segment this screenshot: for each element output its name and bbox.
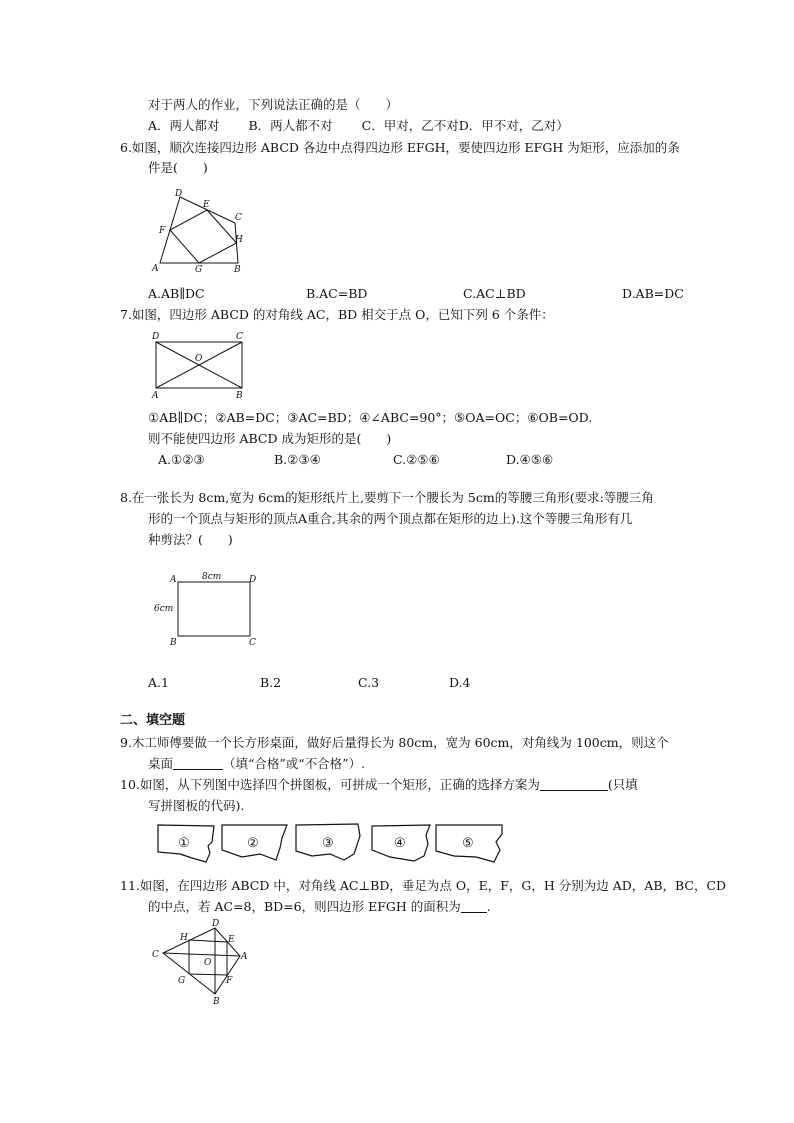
q9-answer-blank[interactable] bbox=[173, 757, 223, 770]
puzzle-piece-3 bbox=[296, 824, 360, 860]
label-b: B bbox=[213, 997, 220, 1007]
label-a: A bbox=[152, 264, 159, 274]
q8-option-d: D.4 bbox=[449, 675, 471, 690]
q8-question-line3: 种剪法？( ) bbox=[148, 532, 233, 547]
q7-option-a: A.①②③ bbox=[158, 452, 205, 467]
q11-text-after-blank: . bbox=[486, 899, 491, 914]
label-d: D bbox=[152, 332, 160, 342]
q7-option-c: C.②⑤⑥ bbox=[393, 452, 440, 467]
svg-text:⑤: ⑤ bbox=[462, 836, 474, 851]
q6-option-b: B.AC=BD bbox=[306, 286, 368, 301]
label-f: F bbox=[159, 226, 166, 236]
label-a: A bbox=[152, 391, 159, 401]
label-a: A bbox=[170, 575, 177, 585]
label-f: F bbox=[226, 976, 233, 986]
svg-text:①: ① bbox=[178, 836, 190, 851]
label-d: D bbox=[175, 189, 183, 199]
label-e: E bbox=[228, 935, 235, 945]
rect-paper bbox=[178, 582, 250, 636]
q5-options: A．两人都对 B．两人都不对 C．甲对，乙不对D．甲不对，乙对） bbox=[148, 118, 569, 133]
q11-answer-blank[interactable] bbox=[461, 900, 487, 913]
q8-option-a: A.1 bbox=[148, 675, 169, 690]
q8-question-line1: 8.在一张长为 8cm,宽为 6cm的矩形纸片上,要剪下一个腰长为 5cm的等腰三角形(要求:等腰三角 bbox=[120, 490, 654, 505]
label-o: O bbox=[204, 958, 212, 968]
q7-question-line1: 7.如图，四边形 ABCD 的对角线 AC，BD 相交于点 O，已知下列 6 个条件： bbox=[120, 307, 554, 322]
q8-question-line2: 形的一个顶点与矩形的顶点A重合,其余的两个顶点都在矩形的边上).这个等腰三角形有几 bbox=[148, 511, 633, 526]
q6-option-d: D.AB=DC bbox=[622, 286, 684, 301]
quad-efgh bbox=[170, 210, 237, 263]
puzzle-piece-4 bbox=[372, 825, 430, 861]
label-d: D bbox=[249, 575, 257, 585]
label-e: E bbox=[203, 200, 210, 210]
q6-option-a: A.AB∥DC bbox=[148, 286, 205, 301]
q10-text-before-blank: 10.如图，从下列图中选择四个拼图板，可拼成一个矩形，正确的选择方案为 bbox=[120, 777, 540, 792]
q7-rectangle-figure bbox=[148, 330, 253, 400]
q11-question-line2 bbox=[148, 899, 491, 915]
q8-option-c: C.3 bbox=[358, 675, 380, 690]
q9-text-after-blank: （填“合格”或“不合格”）. bbox=[223, 756, 366, 771]
diagonal-ac bbox=[163, 953, 240, 956]
q5-question: 对于两人的作业，下列说法正确的是（ ） bbox=[148, 97, 399, 112]
q9-question-line1: 9.木工师傅要做一个长方形桌面，做好后量得长为 80cm，宽为 60cm，对角线为 100cm，则这个 bbox=[120, 735, 669, 750]
label-b: B bbox=[170, 638, 177, 648]
q6-question-line1: 6.如图，顺次连接四边形 ABCD 各边中点得四边形 EFGH，要使四边形 EFGH 为矩形，应添加的条 bbox=[120, 140, 680, 155]
label-o: O bbox=[195, 354, 203, 364]
label-a: A bbox=[241, 952, 248, 962]
label-length: 8cm bbox=[202, 572, 222, 582]
q10-text-after-blank: (只填 bbox=[607, 777, 638, 792]
q7-question-line2: 则不能使四边形 ABCD 成为矩形的是( ) bbox=[148, 431, 392, 446]
label-b: B bbox=[236, 391, 243, 401]
q11-question-line1: 11.如图，在四边形 ABCD 中，对角线 AC⊥BD，垂足为点 O，E，F，G，H 分别为边 AD，AB，BC，CD bbox=[120, 878, 727, 893]
label-h: H bbox=[180, 933, 188, 943]
q7-option-b: B.②③④ bbox=[274, 452, 321, 467]
q11-quadrilateral-figure bbox=[150, 919, 255, 1007]
label-h: H bbox=[235, 235, 243, 245]
q6-option-c: C.AC⊥BD bbox=[463, 286, 526, 301]
q10-question-line1 bbox=[120, 777, 638, 793]
puzzle-piece-5 bbox=[436, 825, 502, 862]
q9-text-before-blank: 桌面 bbox=[148, 756, 174, 771]
label-d: D bbox=[212, 919, 220, 929]
label-c: C bbox=[249, 638, 256, 648]
q7-conditions: ①AB∥DC；②AB=DC；③AC=BD；④∠ABC=90°；⑤OA=OC；⑥OB=OD. bbox=[148, 410, 593, 425]
label-width: 6cm bbox=[154, 604, 174, 614]
svg-text:③: ③ bbox=[322, 836, 334, 851]
quad-abcd bbox=[160, 197, 238, 263]
svg-text:④: ④ bbox=[394, 836, 406, 851]
q10-puzzle-pieces bbox=[150, 820, 510, 870]
q10-answer-blank[interactable] bbox=[540, 778, 608, 791]
puzzle-piece-2 bbox=[222, 825, 287, 860]
q8-option-b: B.2 bbox=[260, 675, 282, 690]
label-c: C bbox=[152, 950, 159, 960]
q10-question-line2: 写拼图板的代码). bbox=[148, 798, 245, 813]
svg-text:②: ② bbox=[247, 836, 259, 851]
q9-question-line2 bbox=[148, 756, 365, 772]
q8-rectangle-figure bbox=[150, 570, 265, 650]
label-b: B bbox=[234, 265, 241, 275]
label-c: C bbox=[236, 332, 243, 342]
label-g: G bbox=[178, 976, 186, 986]
puzzle-piece-1 bbox=[158, 825, 214, 862]
q7-option-d: D.④⑤⑥ bbox=[506, 452, 554, 467]
q6-question-line2: 件是( ) bbox=[148, 160, 208, 175]
q6-quadrilateral-figure bbox=[150, 186, 250, 276]
q11-text-before-blank: 的中点，若 AC=8，BD=6，则四边形 EFGH 的面积为 bbox=[148, 899, 461, 914]
section-title-fill-in: 二、填空题 bbox=[120, 713, 186, 728]
label-c: C bbox=[235, 213, 242, 223]
label-g: G bbox=[195, 265, 203, 275]
